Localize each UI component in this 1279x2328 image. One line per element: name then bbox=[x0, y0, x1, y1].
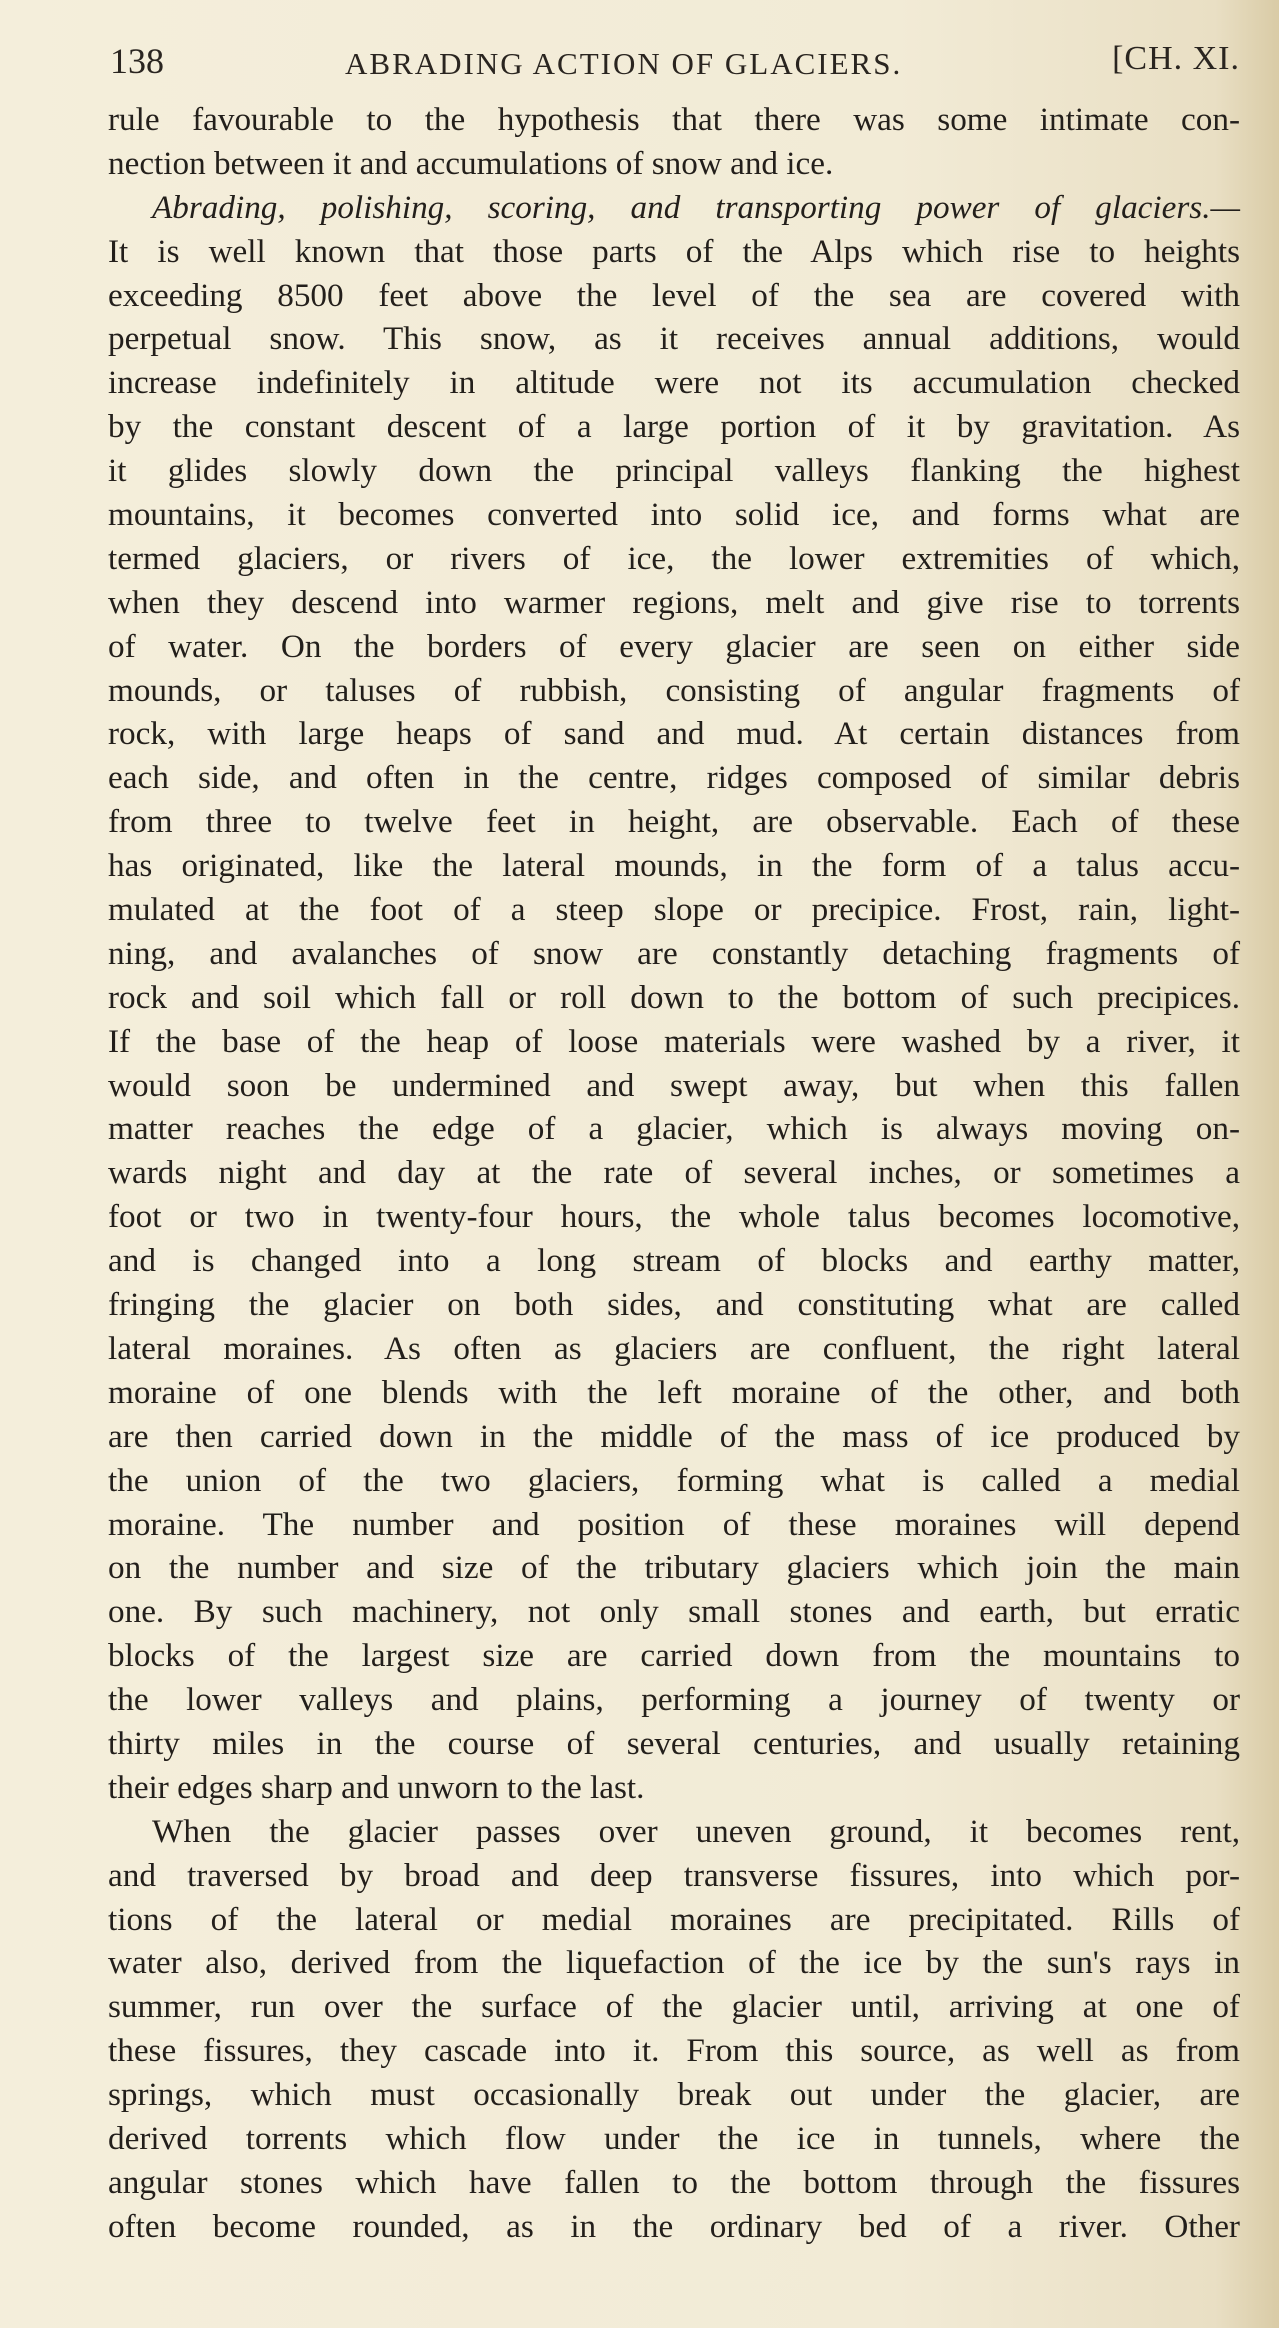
text-line: thirty miles in the course of several centuries, and usually retaining bbox=[108, 1724, 1240, 1762]
running-title: ABRADING ACTION OF GLACIERS. bbox=[345, 46, 903, 81]
chapter-reference: [CH. XI. bbox=[1112, 40, 1240, 77]
text-line: lateral moraines. As often as glaciers are confluent, the right lateral bbox=[108, 1329, 1240, 1367]
text-line: wards night and day at the rate of several inches, or sometimes a bbox=[108, 1154, 1240, 1192]
text-line: mountains, it becomes converted into solid ice, and forms what are bbox=[108, 496, 1240, 534]
text-line: each side, and often in the centre, ridges composed of similar debris bbox=[108, 759, 1240, 797]
text-line: It is well known that those parts of the Alps which rise to heights bbox=[108, 232, 1240, 270]
text-line: moraine of one blends with the left moraine of the other, and both bbox=[108, 1373, 1240, 1411]
text-line: of water. On the borders of every glacier are seen on either side bbox=[108, 627, 1240, 665]
text-line: are then carried down in the middle of the mass of ice produced by bbox=[108, 1417, 1240, 1455]
text-line: and is changed into a long stream of blocks and earthy matter, bbox=[108, 1242, 1240, 1280]
text-line: the union of the two glaciers, forming what is called a medial bbox=[108, 1461, 1240, 1499]
page-number: 138 bbox=[110, 41, 164, 81]
text-line: and traversed by broad and deep transverse fissures, into which por- bbox=[108, 1856, 1240, 1894]
text-line: mulated at the foot of a steep slope or precipice. Frost, rain, light- bbox=[108, 891, 1240, 929]
text-line: termed glaciers, or rivers of ice, the lower extremities of which, bbox=[108, 539, 1240, 577]
text-line: fringing the glacier on both sides, and constituting what are called bbox=[108, 1286, 1240, 1324]
text-line: rock, with large heaps of sand and mud. At certain distances from bbox=[108, 715, 1240, 753]
text-line: water also, derived from the liquefaction of the ice by the sun's rays in bbox=[108, 1944, 1240, 1982]
text-line: from three to twelve feet in height, are observable. Each of these bbox=[108, 803, 1240, 841]
text-line: when they descend into warmer regions, melt and give rise to torrents bbox=[108, 583, 1240, 621]
text-line: angular stones which have fallen to the bottom through the fissures bbox=[108, 2163, 1240, 2201]
text-line: derived torrents which flow under the ice in tunnels, where the bbox=[108, 2119, 1240, 2157]
text-line: matter reaches the edge of a glacier, which is always moving on- bbox=[108, 1110, 1240, 1148]
text-line: by the constant descent of a large portion of it by gravitation. As bbox=[108, 408, 1240, 446]
text-line: exceeding 8500 feet above the level of the sea are covered with bbox=[108, 276, 1240, 314]
section-heading bbox=[108, 186, 1240, 230]
text-line: it glides slowly down the principal valleys flanking the highest bbox=[108, 452, 1240, 490]
section-heading-text: Abrading, polishing, scoring, and transporting power of glaciers.— bbox=[152, 188, 1240, 226]
text-line: summer, run over the surface of the glacier until, arriving at one of bbox=[108, 1988, 1240, 2026]
running-head bbox=[110, 40, 1240, 90]
text-line: blocks of the largest size are carried down from the mountains to bbox=[108, 1637, 1240, 1675]
text-line: nection between it and accumulations of snow and ice. bbox=[108, 144, 834, 182]
text-line: If the base of the heap of loose materials were washed by a river, it bbox=[108, 1022, 1240, 1060]
text-line: one. By such machinery, not only small stones and earth, but erratic bbox=[108, 1593, 1240, 1631]
text-body bbox=[108, 98, 1240, 2249]
text-line: mounds, or taluses of rubbish, consisting of angular fragments of bbox=[108, 671, 1240, 709]
text-line: on the number and size of the tributary glaciers which join the main bbox=[108, 1549, 1240, 1587]
text-line: would soon be undermined and swept away, but when this fallen bbox=[108, 1066, 1240, 1104]
text-line: rule favourable to the hypothesis that there was some intimate con- bbox=[108, 101, 1240, 138]
text-line: these fissures, they cascade into it. From this source, as well as from bbox=[108, 2032, 1240, 2070]
text-line: rock and soil which fall or roll down to the bottom of such precipices. bbox=[108, 978, 1240, 1016]
text-line: perpetual snow. This snow, as it receives annual additions, would bbox=[108, 320, 1240, 358]
text-line: foot or two in twenty-four hours, the whole talus becomes locomotive, bbox=[108, 1198, 1240, 1236]
text-line: moraine. The number and position of these moraines will depend bbox=[108, 1505, 1240, 1543]
text-line: tions of the lateral or medial moraines are precipitated. Rills of bbox=[108, 1900, 1240, 1938]
text-line: often become rounded, as in the ordinary bed of a river. Other bbox=[108, 2207, 1240, 2245]
text-line: the lower valleys and plains, performing a journey of twenty or bbox=[108, 1681, 1240, 1719]
text-line: increase indefinitely in altitude were not its accumulation checked bbox=[108, 364, 1240, 402]
text-line: When the glacier passes over uneven ground, it becomes rent, bbox=[152, 1812, 1240, 1850]
text-line: has originated, like the lateral mounds, in the form of a talus accu- bbox=[108, 847, 1240, 885]
text-line: their edges sharp and unworn to the last. bbox=[108, 1768, 645, 1806]
text-line: springs, which must occasionally break out under the glacier, are bbox=[108, 2076, 1240, 2114]
text-line: ning, and avalanches of snow are constantly detaching fragments of bbox=[108, 934, 1240, 972]
